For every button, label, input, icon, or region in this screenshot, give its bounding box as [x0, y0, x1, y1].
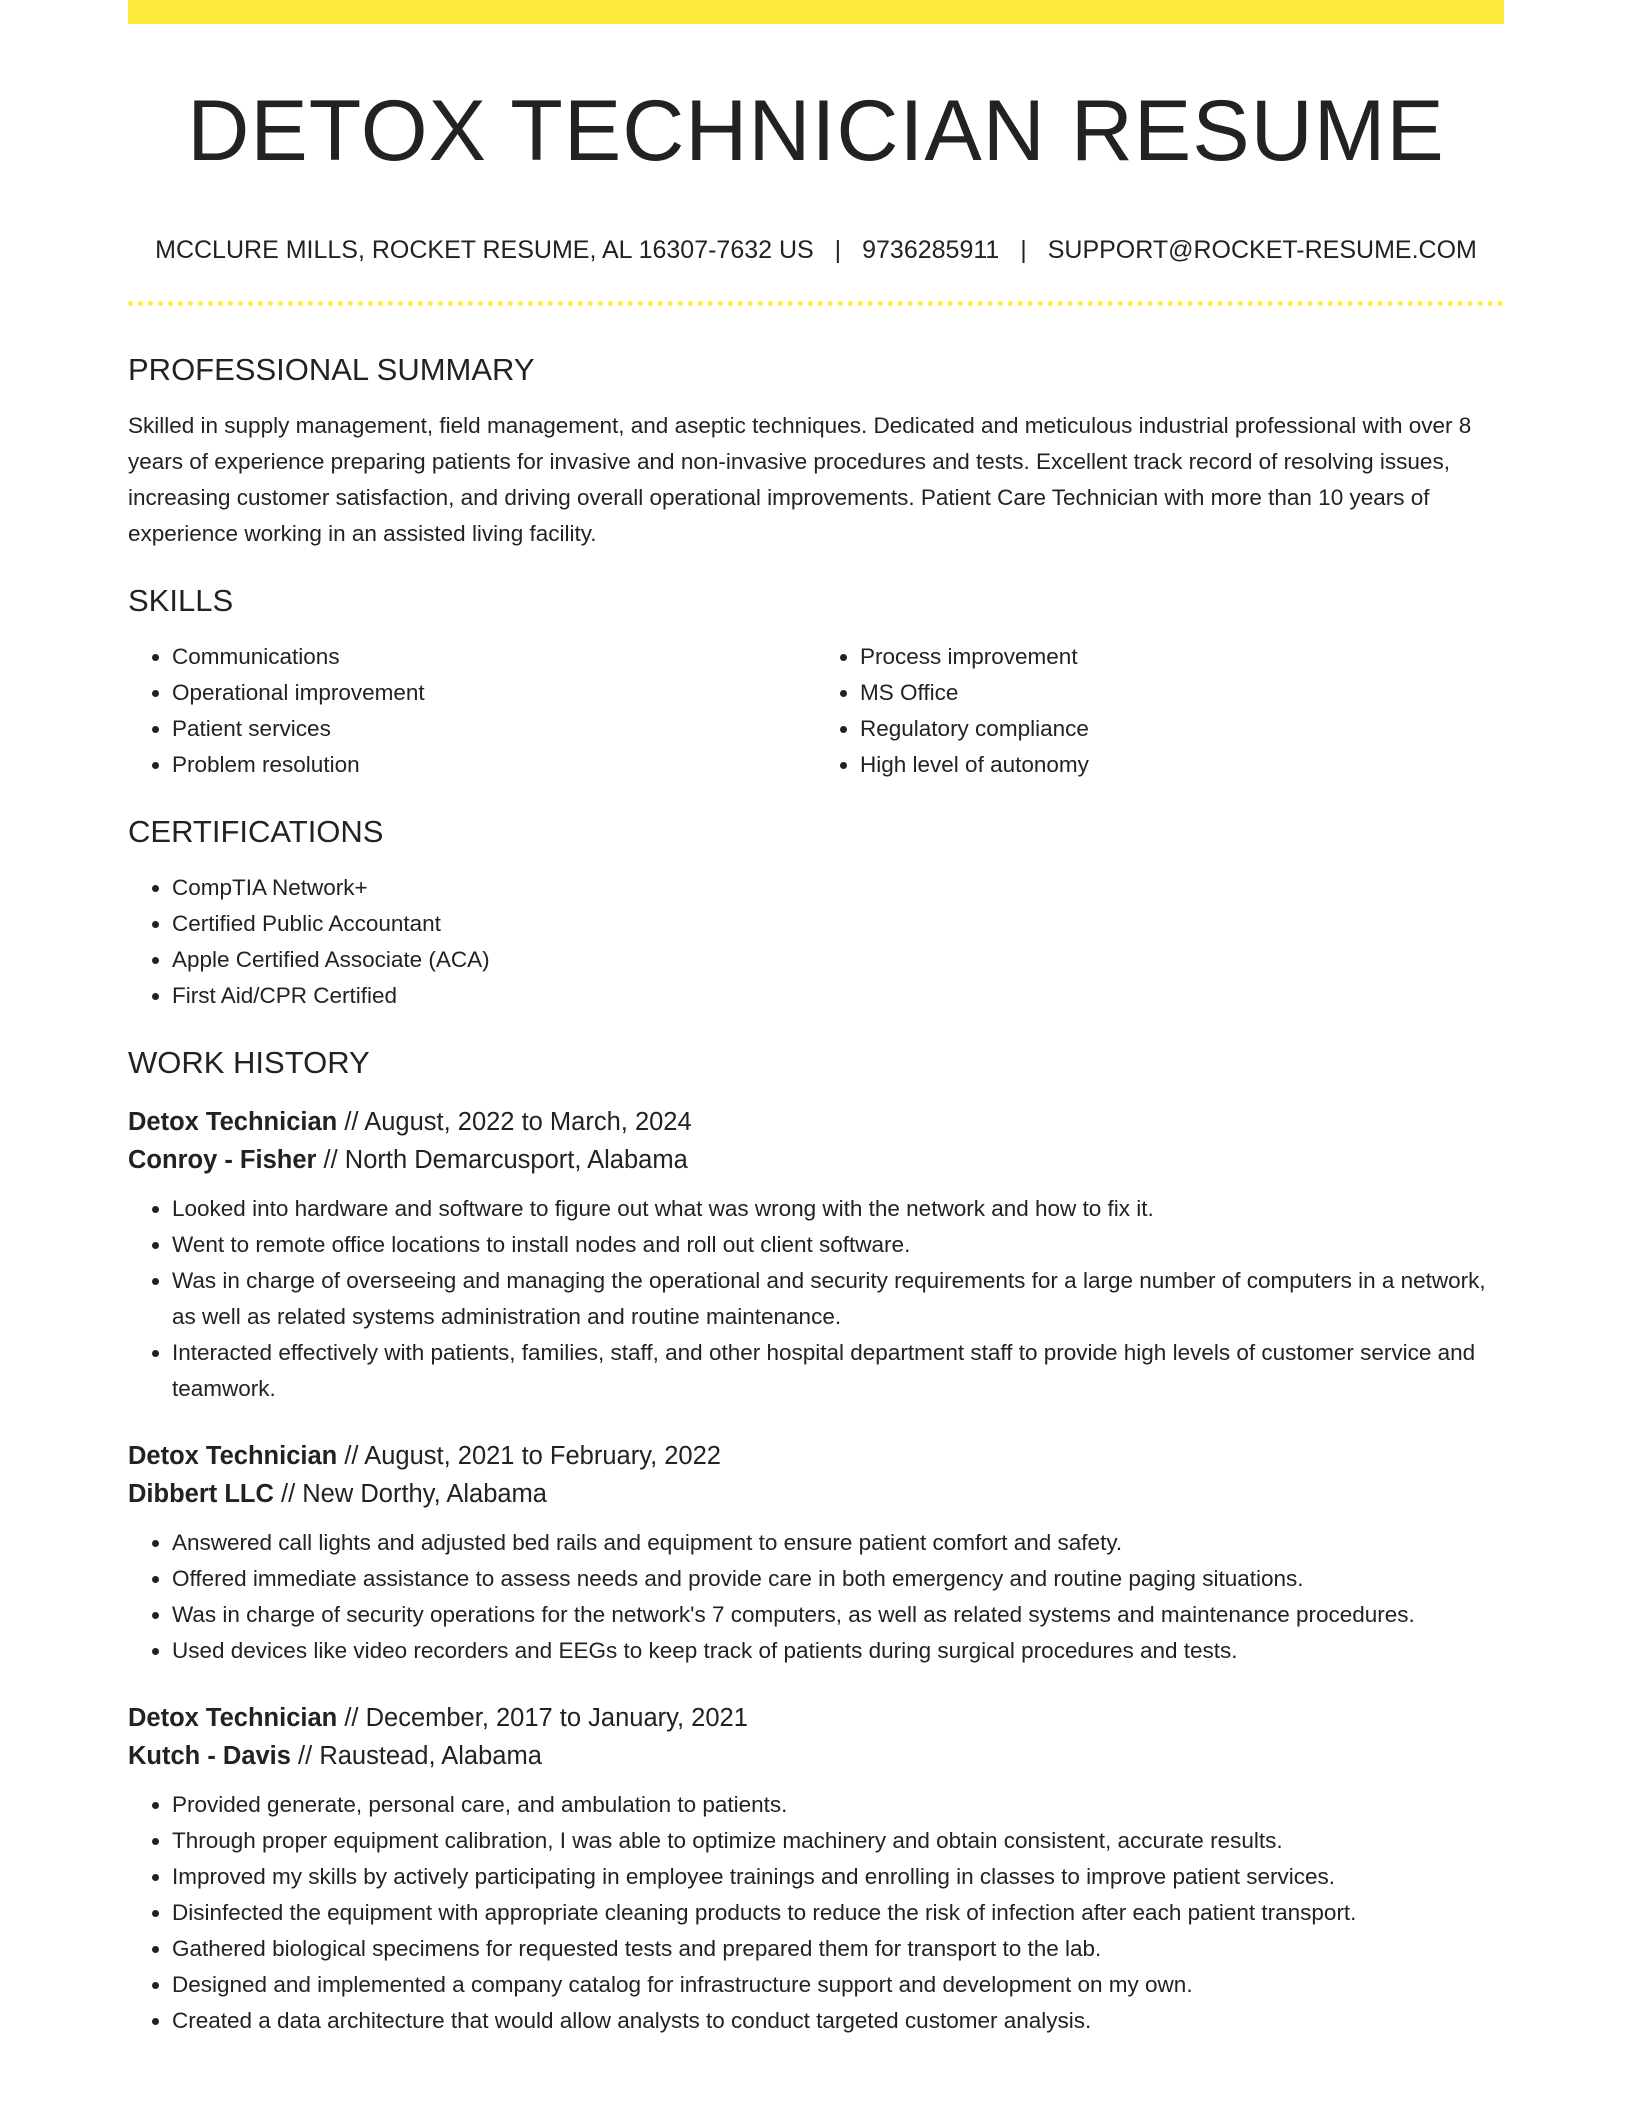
- job-title-line: [128, 1103, 1504, 1141]
- job-bullets: [128, 1191, 1504, 1407]
- job-separator: //: [344, 1108, 359, 1137]
- skills-heading: SKILLS: [128, 582, 234, 618]
- skill-item: • MS Office: [860, 675, 1504, 711]
- job-entry: [128, 1437, 1504, 1669]
- job-bullet: • Was in charge of security operations for the network's 7 computers, as well as related systems and maintenance procedures.: [172, 1597, 1504, 1633]
- contact-line: [128, 235, 1504, 265]
- job-company-line: [128, 1475, 1504, 1513]
- certifications-heading: CERTIFICATIONS: [128, 813, 384, 849]
- skill-item: • Process improvement: [860, 639, 1504, 675]
- job-separator: //: [344, 1442, 359, 1471]
- resume-title: DETOX TECHNICIAN RESUME: [187, 83, 1445, 179]
- job-bullet: • Through proper equipment calibration, I was able to optimize machinery and obtain consistent, accurate results.: [172, 1823, 1504, 1859]
- job-title-line: [128, 1699, 1504, 1737]
- job-title: Detox Technician: [128, 1442, 338, 1471]
- job-bullet: • Went to remote office locations to install nodes and roll out client software.: [172, 1227, 1504, 1263]
- job-title-line: [128, 1437, 1504, 1475]
- certification-item: • CompTIA Network+: [172, 870, 1504, 906]
- contact-phone: 9736285911: [862, 235, 1000, 264]
- skill-item: • Operational improvement: [172, 675, 816, 711]
- skill-item: • High level of autonomy: [860, 747, 1504, 783]
- skills-left-column: [128, 639, 816, 783]
- skill-item: • Patient services: [172, 711, 816, 747]
- resume-page: [128, 0, 1504, 2039]
- job-separator: //: [298, 1742, 313, 1771]
- job-bullet: • Disinfected the equipment with appropriate cleaning products to reduce the risk of infection after each patient transport.: [172, 1895, 1504, 1931]
- skill-item: • Regulatory compliance: [860, 711, 1504, 747]
- job-bullet: • Gathered biological specimens for requested tests and prepared them for transport to the lab.: [172, 1931, 1504, 1967]
- work-history-heading: WORK HISTORY: [128, 1045, 370, 1081]
- job-company: Dibbert LLC: [128, 1480, 274, 1509]
- contact-separator: |: [1020, 235, 1027, 264]
- dotted-divider: [128, 301, 1504, 306]
- job-separator: //: [281, 1480, 296, 1509]
- job-bullets: [128, 1525, 1504, 1669]
- contact-separator: |: [834, 235, 842, 264]
- contact-email: SUPPORT@ROCKET-RESUME.COM: [1047, 235, 1477, 264]
- job-separator: //: [344, 1704, 359, 1733]
- job-bullet: • Looked into hardware and software to figure out what was wrong with the network and how to fix it.: [172, 1191, 1504, 1227]
- job-bullet: • Interacted effectively with patients, families, staff, and other hospital department staff to provide high levels of customer service and teamwork.: [172, 1335, 1504, 1407]
- summary-heading: PROFESSIONAL SUMMARY: [128, 351, 535, 387]
- top-accent-bar: [128, 0, 1504, 24]
- job-dates: August, 2021 to February, 2022: [364, 1442, 721, 1471]
- job-location: Raustead, Alabama: [319, 1742, 542, 1771]
- summary-text: Skilled in supply management, field management, and aseptic techniques. Dedicated and meticulous industrial professional with over 8 years of experience preparing patients for invasive and non-invasive procedures and tests. Excellent track record of resolving issues, increasing customer satisfaction, and driving overall operational improvements. Patient Care Technician with more than 10 years of experience working in an assisted living facility.: [128, 412, 1472, 546]
- certification-item: • Certified Public Accountant: [172, 906, 1504, 942]
- job-bullet: • Answered call lights and adjusted bed rails and equipment to ensure patient comfort and safety.: [172, 1525, 1504, 1561]
- job-entry: [128, 1699, 1504, 2039]
- job-company: Kutch - Davis: [128, 1742, 291, 1771]
- job-dates: August, 2022 to March, 2024: [364, 1108, 692, 1137]
- job-bullet: • Used devices like video recorders and EEGs to keep track of patients during surgical procedures and tests.: [172, 1633, 1504, 1669]
- job-bullets: [128, 1787, 1504, 2039]
- skills-list: [128, 639, 1504, 783]
- certifications-list: [128, 870, 1504, 1014]
- certification-item: • Apple Certified Associate (ACA): [172, 942, 1504, 978]
- job-bullet: • Designed and implemented a company catalog for infrastructure support and development on my own.: [172, 1967, 1504, 2003]
- contact-address: MCCLURE MILLS, ROCKET RESUME, AL 16307-7632 US: [155, 235, 814, 264]
- job-location: New Dorthy, Alabama: [302, 1480, 547, 1509]
- job-bullet: • Provided generate, personal care, and ambulation to patients.: [172, 1787, 1504, 1823]
- job-bullet: • Created a data architecture that would allow analysts to conduct targeted customer analysis.: [172, 2003, 1504, 2039]
- job-title: Detox Technician: [128, 1108, 338, 1137]
- job-separator: //: [323, 1146, 338, 1175]
- job-company: Conroy - Fisher: [128, 1146, 317, 1175]
- skills-right-column: [816, 639, 1504, 783]
- job-company-line: [128, 1737, 1504, 1775]
- job-company-line: [128, 1141, 1504, 1179]
- skill-item: • Communications: [172, 639, 816, 675]
- certification-item: • First Aid/CPR Certified: [172, 978, 1504, 1014]
- job-title: Detox Technician: [128, 1704, 338, 1733]
- job-bullet: • Improved my skills by actively participating in employee trainings and enrolling in classes to improve patient services.: [172, 1859, 1504, 1895]
- job-dates: December, 2017 to January, 2021: [365, 1704, 748, 1733]
- job-bullet: • Offered immediate assistance to assess needs and provide care in both emergency and routine paging situations.: [172, 1561, 1504, 1597]
- job-entry: [128, 1103, 1504, 1407]
- job-bullet: • Was in charge of overseeing and managing the operational and security requirements for a large number of computers in a network, as well as related systems administration and routine maintenance.: [172, 1263, 1504, 1335]
- skill-item: • Problem resolution: [172, 747, 816, 783]
- job-location: North Demarcusport, Alabama: [344, 1146, 688, 1175]
